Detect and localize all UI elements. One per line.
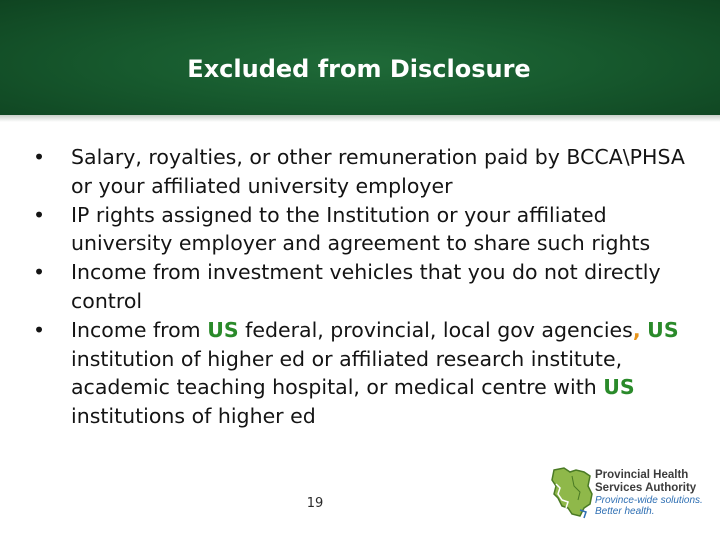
bullet-item bbox=[33, 316, 703, 431]
bullet-item bbox=[33, 143, 703, 201]
bullet-dot-icon: • bbox=[33, 317, 46, 342]
logo-text bbox=[595, 469, 703, 517]
logo-tagline-1: Province-wide solutions. bbox=[595, 495, 703, 506]
logo-line-2: Services Authority bbox=[595, 482, 697, 494]
bullet-dot-icon: • bbox=[33, 145, 46, 169]
bullet-dot-icon: • bbox=[33, 260, 46, 285]
bullet-text-part: Income from bbox=[71, 317, 208, 342]
us-highlight: US bbox=[207, 317, 239, 342]
bc-map-icon bbox=[550, 464, 594, 520]
bullet-dot-icon: • bbox=[33, 202, 46, 227]
us-highlight: US bbox=[603, 375, 635, 400]
bullet-item bbox=[33, 258, 703, 316]
bullet-text-part: federal, provincial, local gov agencies bbox=[238, 317, 633, 342]
bullet-item bbox=[33, 201, 703, 259]
comma-highlight: , bbox=[632, 317, 641, 342]
phsa-logo bbox=[550, 462, 715, 522]
banner-shadow bbox=[0, 115, 720, 122]
logo-tagline-2: Better health. bbox=[595, 506, 655, 517]
slide-title: Excluded from Disclosure bbox=[187, 54, 531, 83]
page-number: 19 bbox=[306, 496, 324, 511]
bullet-text: IP rights assigned to the Institution or your affiliated university employer and agreement to share such rights bbox=[71, 202, 651, 256]
logo-line-1: Provincial Health bbox=[595, 469, 689, 481]
bullet-text: Salary, royalties, or other remuneration paid by BCCA\PHSA or your affiliated university employer bbox=[71, 145, 685, 198]
title-banner bbox=[0, 0, 720, 115]
bullet-text: Income from investment vehicles that you do not directly control bbox=[71, 260, 661, 313]
bullet-list bbox=[33, 143, 703, 431]
bullet-text-part: institution of higher ed or affiliated research institute, academic teaching hospital, or medical centre with bbox=[71, 346, 623, 400]
us-highlight: US bbox=[647, 317, 679, 342]
bullet-text-part: institutions of higher ed bbox=[71, 404, 316, 429]
